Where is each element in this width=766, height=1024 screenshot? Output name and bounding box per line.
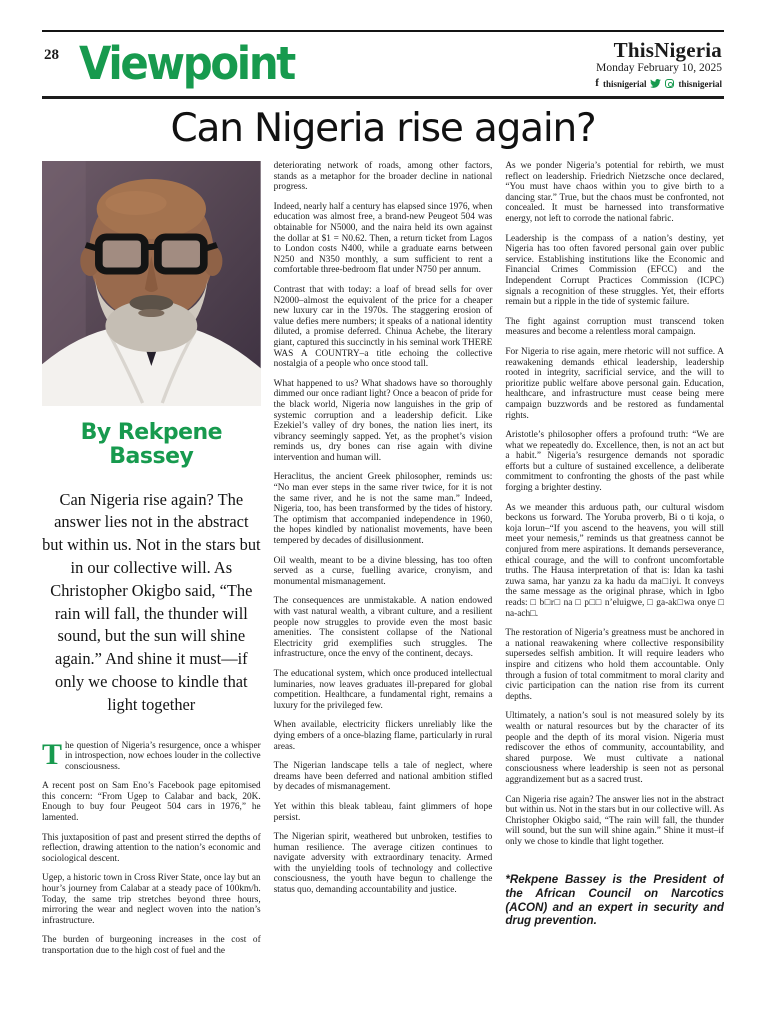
article-paragraph: Leadership is the compass of a nation’s destiny, yet Nigeria has too often favored personal gain over public service. Establishing institutions like the Economic and Financial Crimes Commission (EFCC) and the Independent Corrupt Practices Commission (ICPC) signals a recognition of these struggles. Yet, their efforts remain but a ripple in the tide of systemic failure. <box>505 233 724 308</box>
column-right-text <box>505 161 724 847</box>
article-paragraph: Contrast that with today: a loaf of bread sells for over N2000–almost the equivalent of the price for a cheaper new luxury car in the 1970s. The staggering erosion of value defies mere numbers; it speaks of a national identity diluted, a promise deferred. Chinua Achebe, the literary giant, captured this succinctly in his seminal work THERE WAS A COUNTRY–a title echoing the collective nostalgia of a people who once stood tall. <box>273 284 493 370</box>
article-paragraph: This juxtaposition of past and present stirred the depths of reflection, drawing attention to the nation’s economic and sociological descent. <box>42 832 261 864</box>
headline: Can Nigeria rise again? <box>170 106 596 152</box>
article-paragraph: Heraclitus, the ancient Greek philosopher, reminds us: “No man ever steps in the same river twice, for it is not the same river, and he is not the same man.” Indeed, Nigeria, too, has been transformed by the tides of history. The optimism that accompanied independence in 1960, the hopes kindled by nationalist movements, have been tempered by decades of disillusionment. <box>273 472 493 547</box>
column-left <box>42 161 261 1023</box>
section-title: Viewpoint <box>79 37 294 90</box>
social-row <box>595 78 722 89</box>
article-paragraph: Ugep, a historic town in Cross River State, once lay but an hour’s journey from Calabar at a steady pace of 100km/h. Today, the same trip stretches beyond three hours, mirroring the wear and neglect woven into the nation’s infrastructure. <box>42 873 261 926</box>
byline: By Rekpene Bassey <box>80 420 223 469</box>
article-paragraph: Indeed, nearly half a century has elapsed since 1976, when education was almost free, a brand-new Peugeot 504 was obtainable for N5000, and the naira held its own against the dollar at $1 = N0.62. Then, a return ticket from Lagos to London costs N400, while a graduate earns between N250 and N350 monthly, a sum sufficient to rent a comfortable three-bedroom flat under N750 per annum. <box>273 201 493 276</box>
article-paragraph: Can Nigeria rise again? The answer lies not in the abstract but within us. Not in the stars but in our collective will. As Christopher Okigbo said, “The rain will fall, the thunder will sound, but the sun will shine again.” Shine it must–if only we chose to kindle that light together. <box>505 794 724 847</box>
page-header <box>42 32 724 96</box>
article-paragraph: What happened to us? What shadows have so thoroughly dimmed our once radiant light? Once a beacon of pride for the black world, Nigeria now languishes in the grip of systemic corruption and a leadership deficit. Like Ezekiel’s valley of dry bones, the nation lies inert, its vibrancy seemingly sapped. Yet, as the prophet’s vision reminds us, dry bones can rise again with divine intervention and human will. <box>273 378 493 463</box>
twitter-icon <box>650 79 661 88</box>
instagram-handle: thisnigerial <box>678 78 722 89</box>
column-left-text <box>42 737 261 957</box>
article-paragraph: The question of Nigeria’s resurgence, once a whisper in introspection, now echoes louder in the collective consciousness. <box>42 737 261 772</box>
article-paragraph: The fight against corruption must transcend token measures and become a relentless moral campaign. <box>505 316 724 338</box>
page-number: 28 <box>44 47 59 63</box>
column-middle <box>274 161 493 1023</box>
drop-cap: T <box>42 737 63 771</box>
article-paragraph: For Nigeria to rise again, mere rhetoric will not suffice. A reawakening demands ethical leadership, leadership rooted in integrity, sacrificial service, and the will to prioritize public welfare above personal gain. Education, healthcare, and infrastructure must cease being mere campaign buzzwords and be restored as fundamental rights. <box>505 346 724 421</box>
article-body <box>42 161 724 1023</box>
portrait-illustration <box>42 161 261 406</box>
article-paragraph: The Nigerian spirit, weathered but unbroken, testifies to human resilience. The average citizen continues to navigate adversity with extraordinary tenacity. Armed with the unyielding tools of technology and collective consciousness, the youth have begun to challenge the status quo, demanding accountability and justice. <box>273 832 493 896</box>
article-paragraph: Aristotle’s philosopher offers a profound truth: “We are what we repeatedly do. Excellence, then, is not an act but a habit.” Nigeria’s resurgence demands not sporadic efforts but a culture of sustained excellence, a deliberate commitment to confronting the ghosts of the past while forging a brighter destiny. <box>505 430 724 494</box>
article-paragraph: A recent post on Sam Eno’s Facebook page epitomised this concern: “From Ugep to Calabar and back, 20K. Enough to buy four Peugeot 504 cars in 1976,” he lamented. <box>42 781 261 824</box>
author-photo <box>42 161 261 406</box>
header-rule <box>42 96 724 99</box>
article-paragraph: Ultimately, a nation’s soul is not measured solely by its wealth or natural resources but by the character of its people and the depth of its moral vision. Nigeria must rediscover the ethos of community, accountability, and shared purpose. We must cultivate a national consciousness where leadership is seen not as personal aggrandizement but as a sacred trust. <box>505 711 724 785</box>
column-right <box>505 161 724 1023</box>
article-paragraph: The restoration of Nigeria’s greatness must be anchored in a national reawakening where collective responsibility supersedes selfish ambition. It will require leaders who inspire and citizens who hold them accountable. Only through a fusion of total commitment to moral clarity and civic participation can the nation rise from its current depths. <box>505 628 724 702</box>
article-paragraph: Oil wealth, meant to be a divine blessing, has too often served as a curse, fuelling avarice, cronyism, and monumental mismanagement. <box>273 555 493 587</box>
column-middle-text <box>274 161 493 896</box>
date: Monday February 10, 2025 <box>596 62 722 75</box>
article-paragraph: The burden of burgeoning increases in the cost of transportation due to the high cost of fuel and the <box>42 935 261 957</box>
pull-quote: Can Nigeria rise again? The answer lies not in the abstract but within us. Not in the stars but in our collective will. As Christopher Okigbo said, “The rain will fall, the thunder will sound, but the sun will shine again.” And shine it must—if only we choose to kindle that light together <box>42 489 261 714</box>
article-paragraph: The consequences are unmistakable. A nation endowed with vast natural wealth, a vibrant culture, and a resilient people now struggles to provide even the most basic amenities. The consistent collapse of the National Electricity grid exemplifies such struggles. The infrastructure, once the envy of the continent, decays. <box>273 596 493 660</box>
article-paragraph: Yet within this bleak tableau, faint glimmers of hope persist. <box>273 801 493 823</box>
masthead-block <box>595 37 722 89</box>
author-bio-note: *Rekpene Bassey is the President of the African Council on Narcotics (ACON) and an expert in security and drug prevention. <box>505 873 724 928</box>
instagram-icon <box>665 79 674 88</box>
article-paragraph: As we meander this arduous path, our cultural wisdom beckons us forward. The Yoruba proverb, Bi o ti koja, o koja lorun–“If you ascend to the heavens, you will still meet your nemesis,” reminds us that greatness cannot be conjured from mere aspirations. It demands perseverance, ethical courage, and the will to confront uncomfortable truths. The Hausa interpretation of that is: Idan ka tashi zuwa sama, har yanzu za ka hadu da ma□iyi. It conveys the same message as the original phrase, which in Igbo reads: □ b□r□ na □ p□□ n’eluigwe, □ ga-ak□wa onye □ na-ach□. <box>505 502 724 619</box>
article-paragraph: The educational system, which once produced intellectual luminaries, now leaves graduates ill-prepared for global competition. Healthcare, a fundamental right, remains a luxury for the privileged few. <box>273 668 493 711</box>
facebook-icon: f <box>595 77 599 90</box>
facebook-handle: thisnigerial <box>602 78 647 89</box>
article-paragraph: As we ponder Nigeria’s potential for rebirth, we must reflect on leadership. Friedrich Nietzsche once declared, “You must have chaos within you to give birth to a dancing star.” True, but the chaos must be confronted, not concealed. It must be harnessed into transformative energy, not left to corrode the national fabric. <box>505 161 724 225</box>
masthead: ThisNigeria <box>613 38 722 62</box>
article-paragraph: deteriorating network of roads, among other factors, stands as a metaphor for the broader decline in national progress. <box>273 161 493 193</box>
article-paragraph: The Nigerian landscape tells a tale of neglect, where dreams have been deferred and national ambition stifled by decades of mismanagement. <box>273 761 493 793</box>
article-paragraph: When available, electricity flickers unreliably like the dying embers of a once-blazing flame, particularly in rural areas. <box>273 720 493 752</box>
